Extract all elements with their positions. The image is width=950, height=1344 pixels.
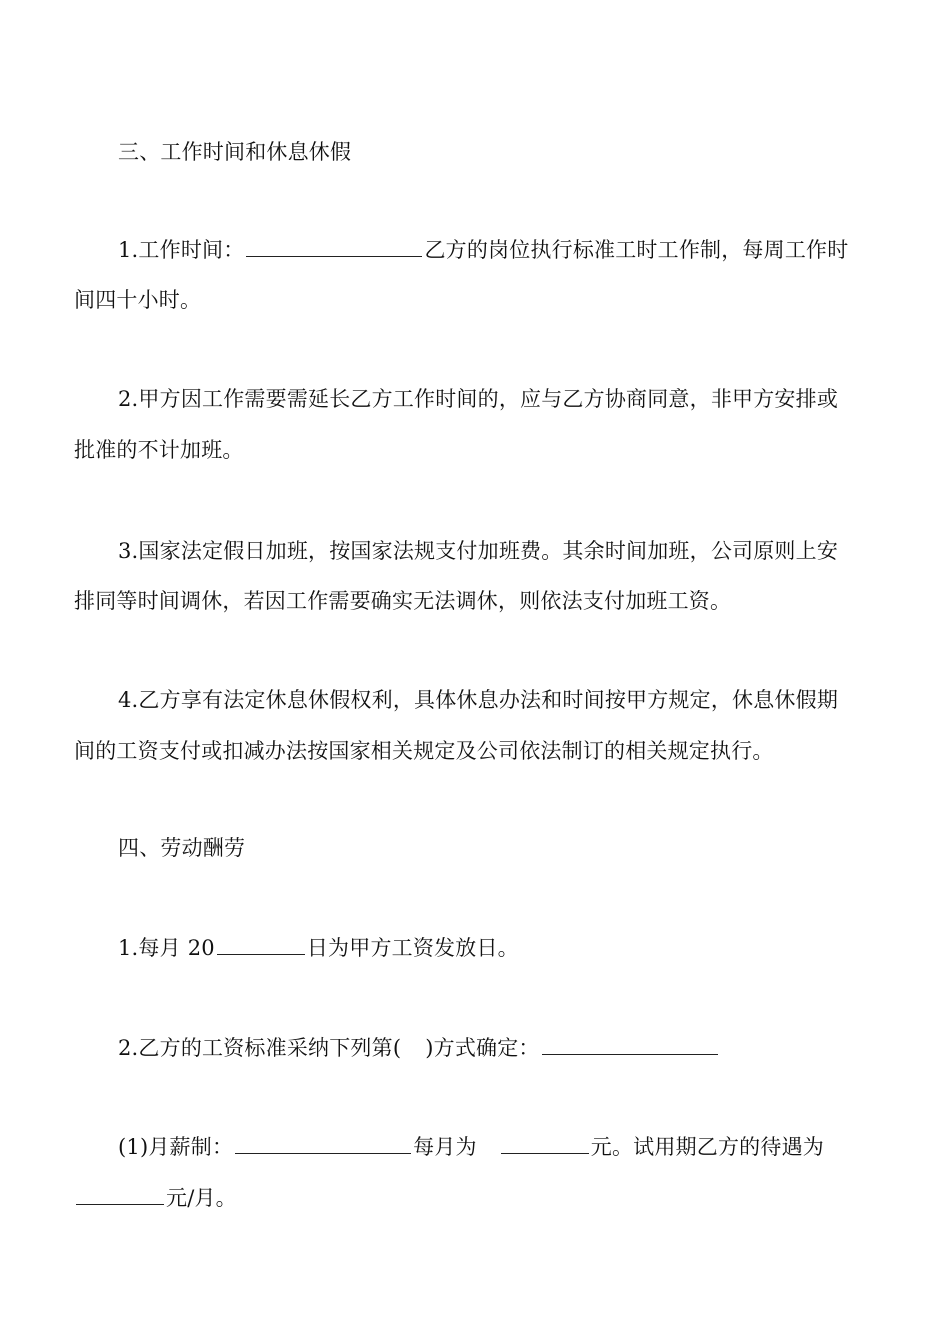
- clause-3-4-line-2: 间的工资支付或扣减办法按国家相关规定及公司依法制订的相关规定执行。: [74, 739, 774, 763]
- monthly-salary-middle: 每月为: [413, 1135, 477, 1159]
- monthly-salary-suffix: 元。试用期乙方的待遇为: [590, 1135, 824, 1159]
- clause-3-3-line-1: 3.国家法定假日加班，按国家法规支付加班费。其余时间加班，公司原则上安: [118, 539, 839, 563]
- clause-4-1-suffix: 日为甲方工资发放日。: [306, 936, 519, 960]
- monthly-salary-blank: [235, 1135, 411, 1154]
- clause-3-4-line-1: 4.乙方享有法定休息休假权利，具体休息办法和时间按甲方规定，休息休假期: [118, 688, 839, 712]
- clause-4-2-middle: )方式确定：: [425, 1036, 540, 1060]
- section-heading-remuneration: 四、劳动酬劳: [118, 836, 246, 860]
- clause-4-2-1-line-2: [74, 1184, 884, 1212]
- monthly-salary-prefix: (1)月薪制：: [118, 1135, 234, 1159]
- clause-4-1-prefix: 1.每月 20: [118, 936, 215, 960]
- clause-3-1-text: 乙方的岗位执行标准工时工作制，每周工作时: [424, 238, 849, 262]
- monthly-amount-blank: [501, 1135, 589, 1154]
- clause-4-2: [118, 1034, 928, 1062]
- clause-3-2-line-2: 批准的不计加班。: [74, 438, 244, 462]
- probation-amount-blank: [76, 1186, 164, 1205]
- clause-3-1-line-1: [118, 236, 928, 264]
- clause-4-2-1-line-1: [118, 1133, 928, 1161]
- clause-3-2-line-1: 2.甲方因工作需要需延长乙方工作时间的，应与乙方协商同意，非甲方安排或: [118, 387, 839, 411]
- clause-3-1-prefix: 1.工作时间：: [118, 238, 245, 262]
- section-heading-work-hours: 三、工作时间和休息休假: [118, 140, 352, 164]
- method-blank: [542, 1036, 718, 1055]
- clause-3-3-line-2: 排同等时间调休，若因工作需要确实无法调休，则依法支付加班工资。: [74, 589, 732, 613]
- work-time-blank: [246, 238, 422, 257]
- clause-3-1-line-2: 间四十小时。: [74, 288, 202, 312]
- probation-suffix: 元/月。: [166, 1186, 237, 1210]
- method-choice-space: [403, 1036, 423, 1055]
- pay-day-blank: [217, 936, 305, 955]
- clause-4-1: [118, 934, 928, 962]
- clause-4-2-prefix: 2.乙方的工资标准采纳下列第(: [118, 1036, 402, 1060]
